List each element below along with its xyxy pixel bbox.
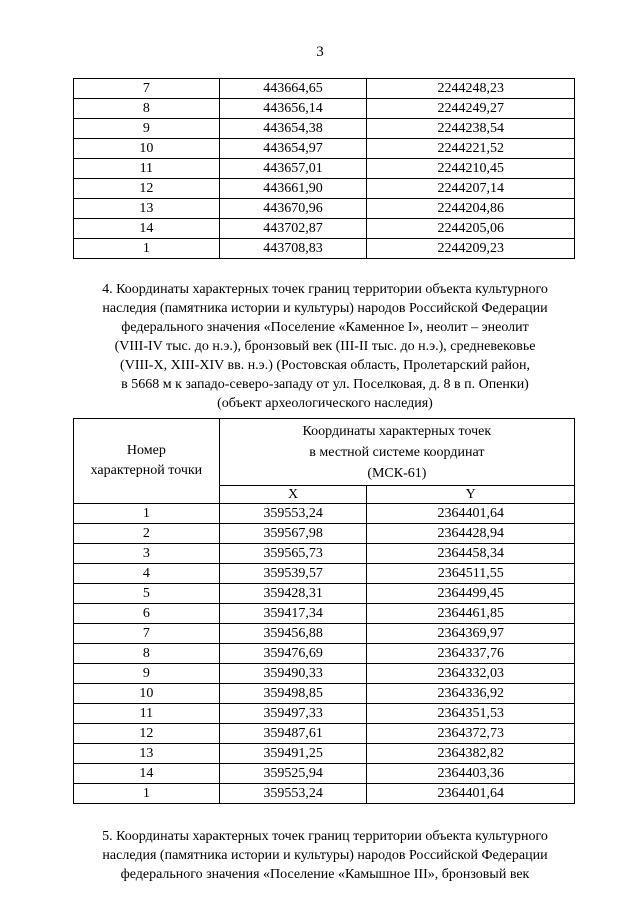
y-coordinate-cell: 2364369,97 — [367, 624, 575, 644]
x-coordinate-cell: 443670,96 — [219, 199, 367, 219]
point-number-cell: 1 — [74, 239, 220, 259]
y-coordinate-cell: 2364351,53 — [367, 704, 575, 724]
point-number-cell: 8 — [74, 644, 220, 664]
y-coordinate-cell: 2364382,82 — [367, 744, 575, 764]
y-coordinate-cell: 2244249,27 — [367, 99, 575, 119]
header-y: Y — [367, 486, 575, 504]
point-number-cell: 10 — [74, 684, 220, 704]
y-coordinate-cell: 2244209,23 — [367, 239, 575, 259]
x-coordinate-cell: 359456,88 — [219, 624, 367, 644]
table-row — [74, 704, 575, 724]
y-coordinate-cell: 2364336,92 — [367, 684, 575, 704]
x-coordinate-cell: 359497,33 — [219, 704, 367, 724]
heading-line: (объект археологического наследия) — [217, 396, 433, 411]
x-coordinate-cell: 443708,83 — [219, 239, 367, 259]
table-row — [74, 219, 575, 239]
y-coordinate-cell: 2244221,52 — [367, 139, 575, 159]
y-coordinate-cell: 2244248,23 — [367, 79, 575, 99]
heading-line: 4. Координаты характерных точек границ территории объекта культурного — [102, 282, 548, 297]
point-number-cell: 13 — [74, 199, 220, 219]
table-row — [74, 79, 575, 99]
y-coordinate-cell: 2364511,55 — [367, 564, 575, 584]
point-number-cell: 14 — [74, 219, 220, 239]
point-number-cell: 6 — [74, 604, 220, 624]
point-number-cell: 1 — [74, 784, 220, 804]
point-number-cell: 11 — [74, 159, 220, 179]
y-coordinate-cell: 2364332,03 — [367, 664, 575, 684]
point-number-cell: 5 — [74, 584, 220, 604]
table-row — [74, 644, 575, 664]
point-number-cell: 4 — [74, 564, 220, 584]
table-row — [74, 624, 575, 644]
x-coordinate-cell: 443656,14 — [219, 99, 367, 119]
heading-line: в 5668 м к западо-северо-западу от ул. Поселковая, д. 8 в п. Опенки) — [121, 377, 529, 392]
x-coordinate-cell: 443654,97 — [219, 139, 367, 159]
coordinates-table-section-4 — [73, 418, 575, 804]
point-number-cell: 13 — [74, 744, 220, 764]
y-coordinate-cell: 2364499,45 — [367, 584, 575, 604]
point-number-cell: 12 — [74, 724, 220, 744]
x-coordinate-cell: 443702,87 — [219, 219, 367, 239]
table-header — [74, 419, 575, 504]
x-coordinate-cell: 359490,33 — [219, 664, 367, 684]
y-coordinate-cell: 2244205,06 — [367, 219, 575, 239]
heading-line: наследия (памятника истории и культуры) народов Российской Федерации — [102, 848, 548, 863]
point-number-cell: 3 — [74, 544, 220, 564]
y-coordinate-cell: 2244207,14 — [367, 179, 575, 199]
heading-line: 5. Координаты характерных точек границ территории объекта культурного — [102, 829, 548, 844]
x-coordinate-cell: 359428,31 — [219, 584, 367, 604]
y-coordinate-cell: 2364458,34 — [367, 544, 575, 564]
table-row — [74, 179, 575, 199]
heading-line: наследия (памятника истории и культуры) народов Российской Федерации — [102, 301, 548, 316]
header-line: Номер — [126, 443, 166, 458]
point-number-cell: 2 — [74, 524, 220, 544]
heading-line: (VIII-IV тыс. до н.э.), бронзовый век (III-II тыс. до н.э.), средневековье — [114, 339, 536, 354]
x-coordinate-cell: 359525,94 — [219, 764, 367, 784]
y-coordinate-cell: 2244210,45 — [367, 159, 575, 179]
header-line: (МСК-61) — [367, 465, 427, 481]
table-body — [74, 504, 575, 804]
point-number-cell: 11 — [74, 704, 220, 724]
table-row — [74, 119, 575, 139]
table-row — [74, 744, 575, 764]
y-coordinate-cell: 2364372,73 — [367, 724, 575, 744]
point-number-cell: 7 — [74, 624, 220, 644]
y-coordinate-cell: 2364401,64 — [367, 784, 575, 804]
table-row — [74, 664, 575, 684]
x-coordinate-cell: 359417,34 — [219, 604, 367, 624]
y-coordinate-cell: 2364461,85 — [367, 604, 575, 624]
point-number-cell: 9 — [74, 664, 220, 684]
header-line: характерной точки — [90, 463, 203, 478]
point-number-cell: 7 — [74, 79, 220, 99]
y-coordinate-cell: 2364337,76 — [367, 644, 575, 664]
table-row — [74, 239, 575, 259]
heading-line: федерального значения «Поселение «Камышное III», бронзовый век — [120, 867, 530, 882]
point-number-cell: 10 — [74, 139, 220, 159]
x-coordinate-cell: 359567,98 — [219, 524, 367, 544]
header-point-number — [74, 419, 220, 504]
point-number-cell: 1 — [74, 504, 220, 524]
table-row — [74, 784, 575, 804]
point-number-cell: 12 — [74, 179, 220, 199]
page-number: 3 — [316, 44, 324, 60]
x-coordinate-cell: 359565,73 — [219, 544, 367, 564]
point-number-cell: 8 — [74, 99, 220, 119]
table-row — [74, 159, 575, 179]
section-4-heading — [70, 280, 580, 413]
table-row — [74, 544, 575, 564]
y-coordinate-cell: 2244204,86 — [367, 199, 575, 219]
header-line: в местной системе координат — [309, 444, 485, 460]
table-row — [74, 564, 575, 584]
table-row — [74, 724, 575, 744]
y-coordinate-cell: 2364428,94 — [367, 524, 575, 544]
table-row — [74, 504, 575, 524]
x-coordinate-cell: 359487,61 — [219, 724, 367, 744]
header-line: Координаты характерных точек — [302, 423, 492, 439]
table-row — [74, 604, 575, 624]
y-coordinate-cell: 2364403,36 — [367, 764, 575, 784]
table-row — [74, 199, 575, 219]
x-coordinate-cell: 443664,65 — [219, 79, 367, 99]
heading-line: федерального значения «Поселение «Каменное I», неолит – энеолит — [121, 320, 529, 335]
table-row — [74, 524, 575, 544]
table-body — [74, 79, 575, 259]
x-coordinate-cell: 359553,24 — [219, 784, 367, 804]
x-coordinate-cell: 359539,57 — [219, 564, 367, 584]
header-x: X — [219, 486, 367, 504]
coordinates-table-continued — [73, 78, 575, 259]
table-row — [74, 584, 575, 604]
table-row — [74, 764, 575, 784]
table-row — [74, 99, 575, 119]
x-coordinate-cell: 359498,85 — [219, 684, 367, 704]
x-coordinate-cell: 443654,38 — [219, 119, 367, 139]
y-coordinate-cell: 2364401,64 — [367, 504, 575, 524]
point-number-cell: 9 — [74, 119, 220, 139]
x-coordinate-cell: 443657,01 — [219, 159, 367, 179]
x-coordinate-cell: 359491,25 — [219, 744, 367, 764]
heading-line: (VIII-X, XIII-XIV вв. н.э.) (Ростовская область, Пролетарский район, — [120, 358, 530, 373]
x-coordinate-cell: 443661,90 — [219, 179, 367, 199]
section-5-heading — [70, 827, 580, 884]
x-coordinate-cell: 359476,69 — [219, 644, 367, 664]
table-row — [74, 139, 575, 159]
table-row — [74, 684, 575, 704]
x-coordinate-cell: 359553,24 — [219, 504, 367, 524]
y-coordinate-cell: 2244238,54 — [367, 119, 575, 139]
point-number-cell: 14 — [74, 764, 220, 784]
header-coordinates — [219, 419, 574, 486]
